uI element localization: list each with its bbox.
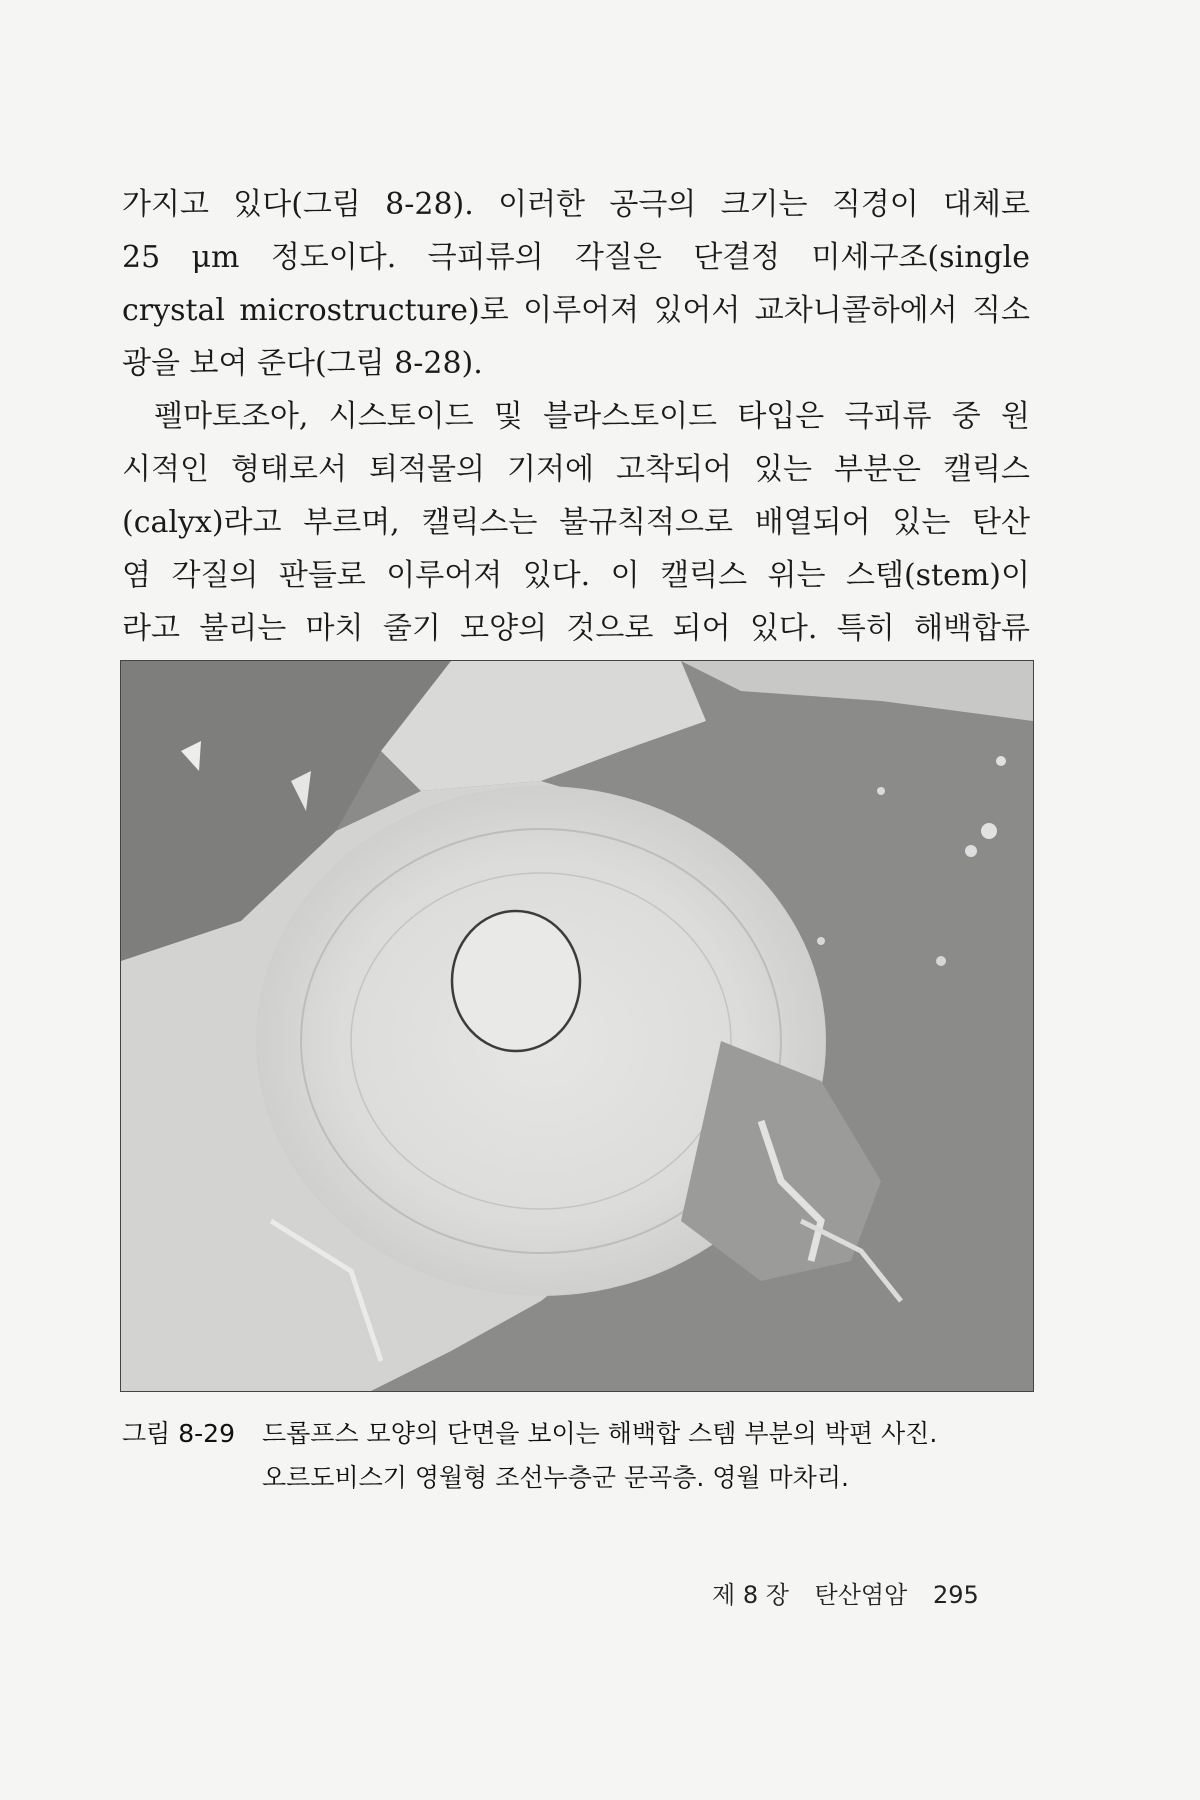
page-footer: [712, 1575, 997, 1610]
caption-label: 그림 8-29: [122, 1419, 235, 1448]
text-line: 펠마토조아, 시스토이드 및 블라스토이드 타입은 극피류 중 원: [154, 399, 1030, 434]
chapter-title: 탄산염암: [814, 1581, 908, 1609]
caption-line-1: [122, 1412, 1042, 1456]
paragraph-2: [122, 390, 1030, 655]
caption-text: 드롭프스 모양의 단면을 보이는 해백합 스템 부분의 박편 사진.: [262, 1419, 938, 1448]
caption-line-2: 오르도비스기 영월형 조선누층군 문곡층. 영월 마차리.: [262, 1463, 849, 1492]
text-line: 염 각질의 판들로 이루어져 있다. 이 캘릭스 위는 스템(stem)이: [122, 558, 1030, 593]
text-line: 라고 불리는 마치 줄기 모양의 것으로 되어 있다. 특히 해백합류: [122, 611, 1030, 646]
thin-section-photo: [120, 660, 1034, 1392]
paragraph-1: [122, 178, 1030, 390]
text-line: 시적인 형태로서 퇴적물의 기저에 고착되어 있는 부분은 캘릭스: [122, 452, 1030, 487]
text-line-last: 광을 보여 준다(그림 8-28).: [122, 346, 483, 381]
text-line: crystal microstructure)로 이루어져 있어서 교차니콜하에서 직소: [122, 293, 1030, 328]
page-number: 295: [932, 1581, 979, 1609]
figure-caption: [122, 1412, 1042, 1500]
text-line: 가지고 있다(그림 8-28). 이러한 공극의 크기는 직경이 대체로: [122, 187, 1030, 222]
text-line: 25 μm 정도이다. 극피류의 각질은 단결정 미세구조(single: [122, 240, 1030, 275]
chapter-number: 제 8 장: [712, 1581, 789, 1609]
body-text: [122, 178, 1030, 655]
text-line: (calyx)라고 부르며, 캘릭스는 불규칙적으로 배열되어 있는 탄산: [122, 505, 1030, 540]
